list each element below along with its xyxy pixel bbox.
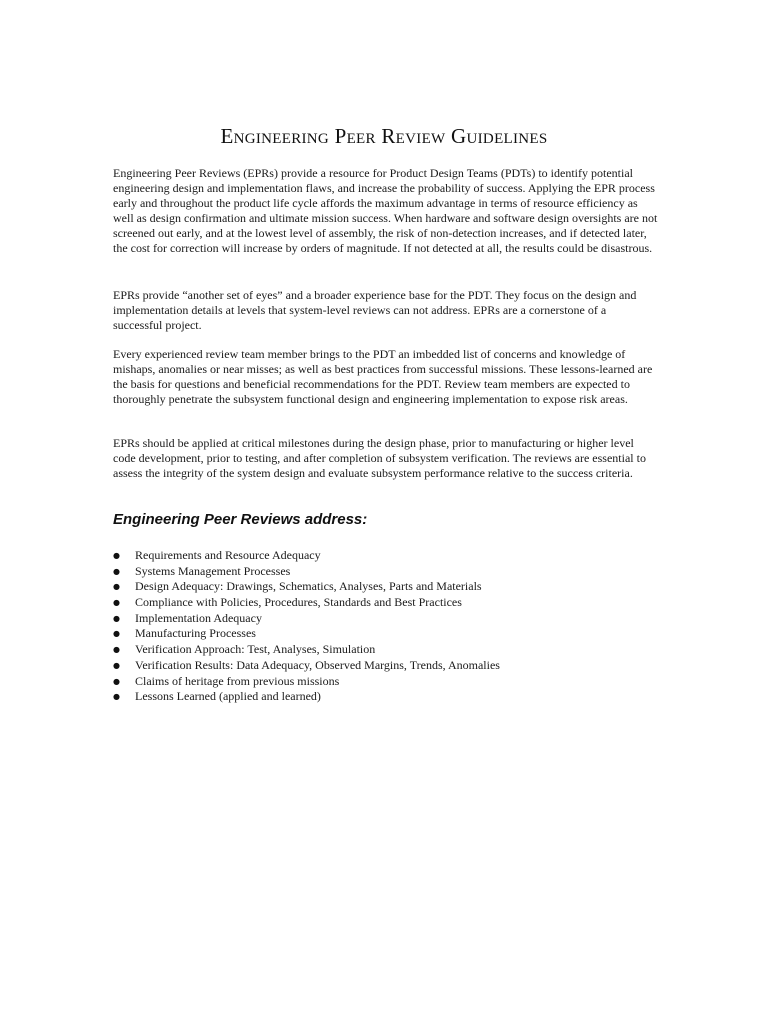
bullet-icon: ●	[113, 613, 120, 623]
list-item-text: Design Adequacy: Drawings, Schematics, Analyses, Parts and Materials	[135, 579, 482, 594]
page-title: Engineering Peer Review Guidelines	[220, 124, 548, 148]
bullet-icon: ●	[113, 566, 120, 576]
list-item	[113, 674, 658, 690]
list-item-text: Claims of heritage from previous missions	[135, 673, 340, 688]
bullet-icon: ●	[113, 551, 120, 560]
list-item-text: Requirements and Resource Adequacy	[135, 548, 321, 562]
list-item	[113, 611, 658, 627]
paragraph-milestones: EPRs should be applied at critical milestones during the design phase, prior to manufacturing or higher level code development, prior to testing, and after completion of subsystem verification. The reviews are essential to assess the integrity of the system design and evaluate subsystem performance relative to the success criteria.	[113, 436, 646, 480]
list-item-text: Implementation Adequacy	[135, 610, 262, 625]
list-item-text: Verification Approach: Test, Analyses, Simulation	[135, 642, 376, 657]
list-item-text: Verification Results: Data Adequacy, Observed Margins, Trends, Anomalies	[135, 657, 500, 672]
list-item-text: Systems Management Processes	[135, 563, 291, 578]
list-item	[113, 642, 658, 658]
paragraph-another-set-of-eyes: EPRs provide “another set of eyes” and a broader experience base for the PDT. They focus on the design and implementation details at levels that system-level reviews can not address. EPRs are a cornerstone of a successful project.	[113, 288, 637, 332]
list-item-text: Manufacturing Processes	[135, 626, 256, 641]
list-item	[113, 564, 658, 580]
list-item	[113, 595, 658, 611]
list-item	[113, 626, 658, 642]
list-item	[113, 579, 658, 595]
bullet-list	[113, 548, 658, 705]
bullet-icon: ●	[113, 629, 120, 639]
list-item	[113, 689, 658, 705]
list-item	[113, 658, 658, 674]
bullet-icon: ●	[113, 676, 120, 686]
list-item	[113, 548, 658, 564]
bullet-icon: ●	[113, 645, 120, 655]
paragraph-review-team: Every experienced review team member brings to the PDT an imbedded list of concerns and knowledge of mishaps, anomalies or near misses; as well as best practices from successful missions. These lessons-learned are the basis for questions and beneficial recommendations for the PDT. Review team members are expected to thoroughly penetrate the subsystem functional design and engineering implementation to expose risk areas.	[113, 347, 653, 406]
list-item-text: Compliance with Policies, Procedures, Standards and Best Practices	[135, 595, 462, 610]
paragraph-intro: Engineering Peer Reviews (EPRs) provide a resource for Product Design Teams (PDTs) to identify potential engineering design and implementation flaws, and increase the probability of success. Applying the EPR process early and throughout the product life cycle affords the maximum advantage in terms of resource efficiency as well as design confirmation and ultimate mission success. When hardware and software design oversights are not screened out early, and at the lowest level of assembly, the risk of non-detection increases, and if detected later, the cost for correction will increase by orders of magnitude. If not detected at all, the results could be disastrous.	[113, 166, 658, 255]
section-heading: Engineering Peer Reviews address:	[113, 511, 368, 528]
bullet-icon: ●	[113, 692, 120, 702]
list-item-text: Lessons Learned (applied and learned)	[135, 689, 321, 704]
bullet-icon: ●	[113, 660, 120, 670]
bullet-icon: ●	[113, 582, 120, 592]
bullet-icon: ●	[113, 598, 120, 608]
